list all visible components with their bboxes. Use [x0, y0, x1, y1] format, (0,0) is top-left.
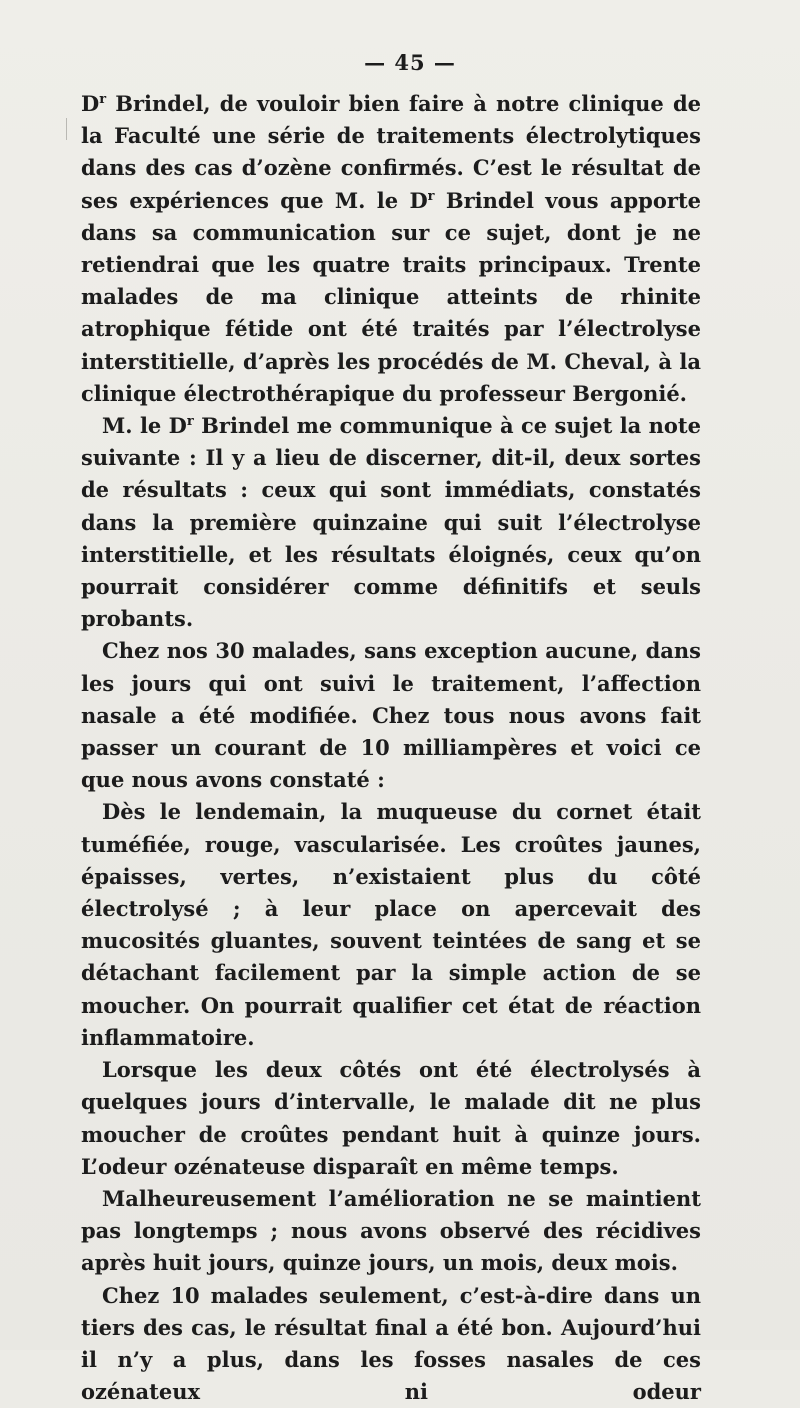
text-run: Malheureusement l’amélioration ne se maintient pas longtemps ; nous avons observé des récidives après huit jours, quinze jours, un mois, deux mois.: [81, 1185, 701, 1276]
margin-mark: [66, 118, 67, 140]
paragraph-6: [81, 1183, 701, 1280]
text-run: Chez 10 malades seulement, c’est-à-dire dans un tiers des cas, le résultat final a été bon. Aujourd’hui il n’y a plus, dans les fosses nasales de ces ozénateux ni odeur: [81, 1282, 701, 1405]
text-run: Dès le lendemain, la muqueuse du cornet était tuméfiée, rouge, vascularisée. Les croûtes jaunes, épaisses, vertes, n’existaient plus du côté électrolysé ; à leur place on apercevait des mucosités gluantes, souvent teintées de sang et se détachant facilement par la simple action de se moucher. On pourrait qualifier cet état de réaction inflammatoire.: [81, 799, 701, 1050]
paragraph-7: [81, 1280, 701, 1408]
paragraph-5: [81, 1054, 701, 1183]
paragraph-1: [81, 88, 701, 410]
text-run: M. le D: [102, 413, 187, 439]
superscript-r: r: [186, 414, 194, 430]
paragraph-3: [81, 635, 701, 796]
paragraph-4: [81, 796, 701, 1054]
body-text: [81, 88, 701, 1408]
text-run: D: [81, 91, 100, 116]
paragraph-2: [81, 410, 701, 635]
superscript-r: r: [427, 188, 435, 204]
text-run: Chez nos 30 malades, sans exception aucune, dans les jours qui ont suivi le traitement, l’affection nasale a été modifiée. Chez tous nous avons fait passer un courant de 10 milliampères et voici ce que nous avons constaté :: [81, 638, 701, 793]
page-number: — 45 —: [364, 50, 456, 75]
text-run: Lorsque les deux côtés ont été électrolysés à quelques jours d’intervalle, le malade dit ne plus moucher de croûtes pendant huit à quinze jours. L’odeur ozénateuse disparaît en même temps.: [81, 1057, 701, 1179]
text-run: Brindel me communique à ce sujet la note suivante : Il y a lieu de discerner, dit-il, deux sortes de résultats : ceux qui sont immédiats, constatés dans la première quinzaine qui suit l’électrolyse interstitielle, et les résultats éloignés, ceux qu’on pourrait considérer comme définitifs et seuls probants.: [81, 413, 701, 632]
superscript-r: r: [99, 92, 107, 107]
text-run: Brindel, de vouloir bien faire à notre clinique de la Faculté une série de traitements électrolytiques dans des cas d’ozène confirmés. C’est le résultat de ses expériences que M. le D: [81, 91, 701, 213]
text-run: Brindel vous apporte dans sa communication sur ce sujet, dont je ne retiendrai que les quatre traits principaux. Trente malades de ma clinique atteints de rhinite atrophique fétide ont été traités par l’électrolyse interstitielle, d’après les procédés de M. Cheval, à la clinique électrothérapique du professeur Bergonié.: [81, 187, 701, 406]
